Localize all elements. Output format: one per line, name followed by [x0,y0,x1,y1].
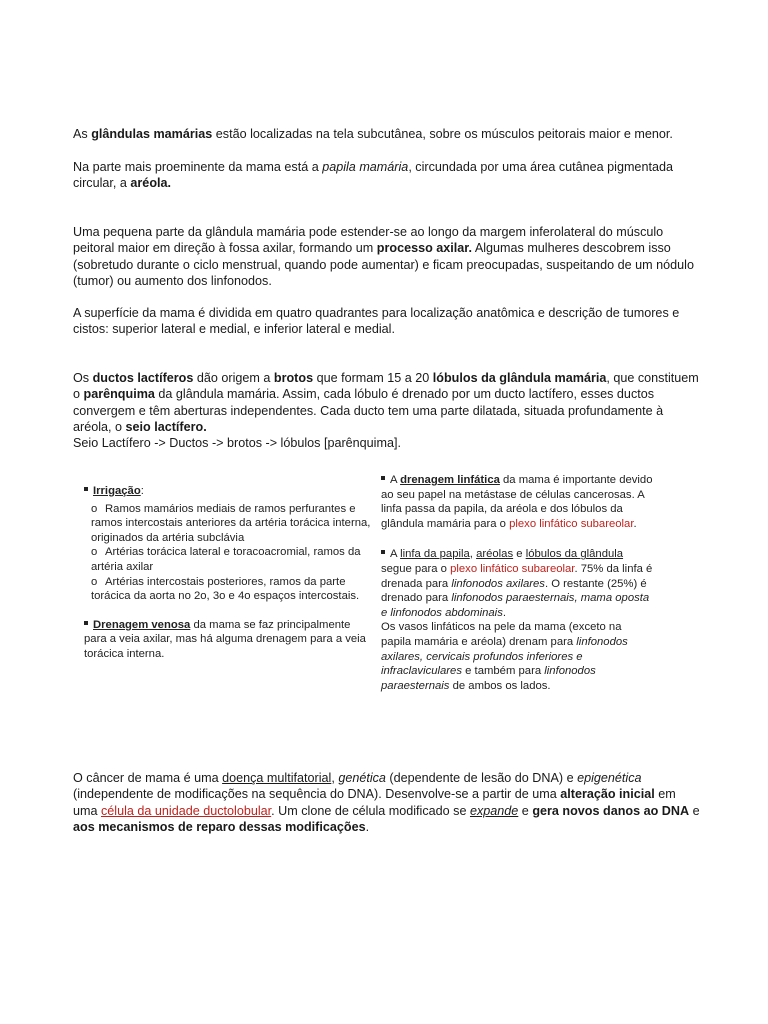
bullet-icon [381,476,385,480]
paragraph-ductos: Os ductos lactíferos dão origem a brotos que formam 15 a 20 lóbulos da glândula mamária, que constituem o parênquima da glândula mamária. Assim, cada lóbulo é drenado por um ducto lactífero, esses ductos convergem e têm aberturas independentes. Cada ducto tem uma parte dilatada, situada profundamente à aréola, o seio lactífero. Seio Lactífero -> Ductos -> brotos -> lóbulos [parênquima]. [73,371,699,451]
paragraph-quadrantes: A superfície da mama é dividida em quatro quadrantes para localização anatômica e descrição de tumores e cistos: superior lateral e medial, e inferior lateral e medial. [73,306,680,337]
paragraph-processo-axilar: Uma pequena parte da glândula mamária pode estender-se ao longo da margem inferolateral do músculo peitoral maior em direção à fossa axilar, formando um processo axilar. Algumas mulheres descobrem isso (sobretudo durante o ciclo menstrual, quando pode aumentar) e ficam preocupadas, suspeitando de um nódulo (tumor) ou aumento dos linfonodos. [73,225,694,288]
bullet-icon [84,621,88,625]
paragraph-glandulas: As glândulas mamárias estão localizadas na tela subcutânea, sobre os músculos peitorais maior e menor. [73,127,673,141]
drenagem-linfatica-box: A drenagem linfática da mama é importante devido ao seu papel na metástase de células cancerosas. A linfa passa da papila, da aréola e dos lóbulos da glândula mamária para o plexo linfático subareolar. A linfa da papila, aréolas e lóbulos da glândula segue para o plexo linfático subareolar. 75% da linfa é drenada para linfonodos axilares. O restante (25%) é drenado para linfonodos paraesternais, mama oposta e linfonodos abdominais. Os vasos linfáticos na pele da mama (exceto na papila mamária e aréola) drenam para linfonodos axilares, cervicais profundos inferiores e infraclaviculares e também para linfonodos paraesternais de ambos os lados. [381,474,653,692]
bullet-icon [381,550,385,554]
paragraph-cancer: O câncer de mama é uma doença multifatorial, genética (dependente de lesão do DNA) e epigenética (independente de modificações na sequência do DNA). Desenvolve-se a partir de uma alteração inicial em uma célula da unidade ductolobular. Um clone de célula modificado se expande e gera novos danos ao DNA e aos mecanismos de reparo dessas modificações. [73,771,700,834]
bullet-icon [84,487,88,491]
paragraph-papila: Na parte mais proeminente da mama está a papila mamária, circundada por uma área cutânea pigmentada circular, a aréola. [73,160,673,191]
irrigacao-box: Irrigação: o Ramos mamários mediais de ramos perfurantes e ramos intercostais anteriores da artéria torácica interna, originados da artéria subclávia o Artérias torácica lateral e toracoacromial, ramos da artéria axilar o Artérias intercostais posteriores, ramos da parte torácica da aorta no 2o, 3o e 4o espaços intercostais. Drenagem venosa da mama se faz principalmente para a veia axilar, mas há alguma drenagem para a veia torácica interna. [84,485,371,660]
